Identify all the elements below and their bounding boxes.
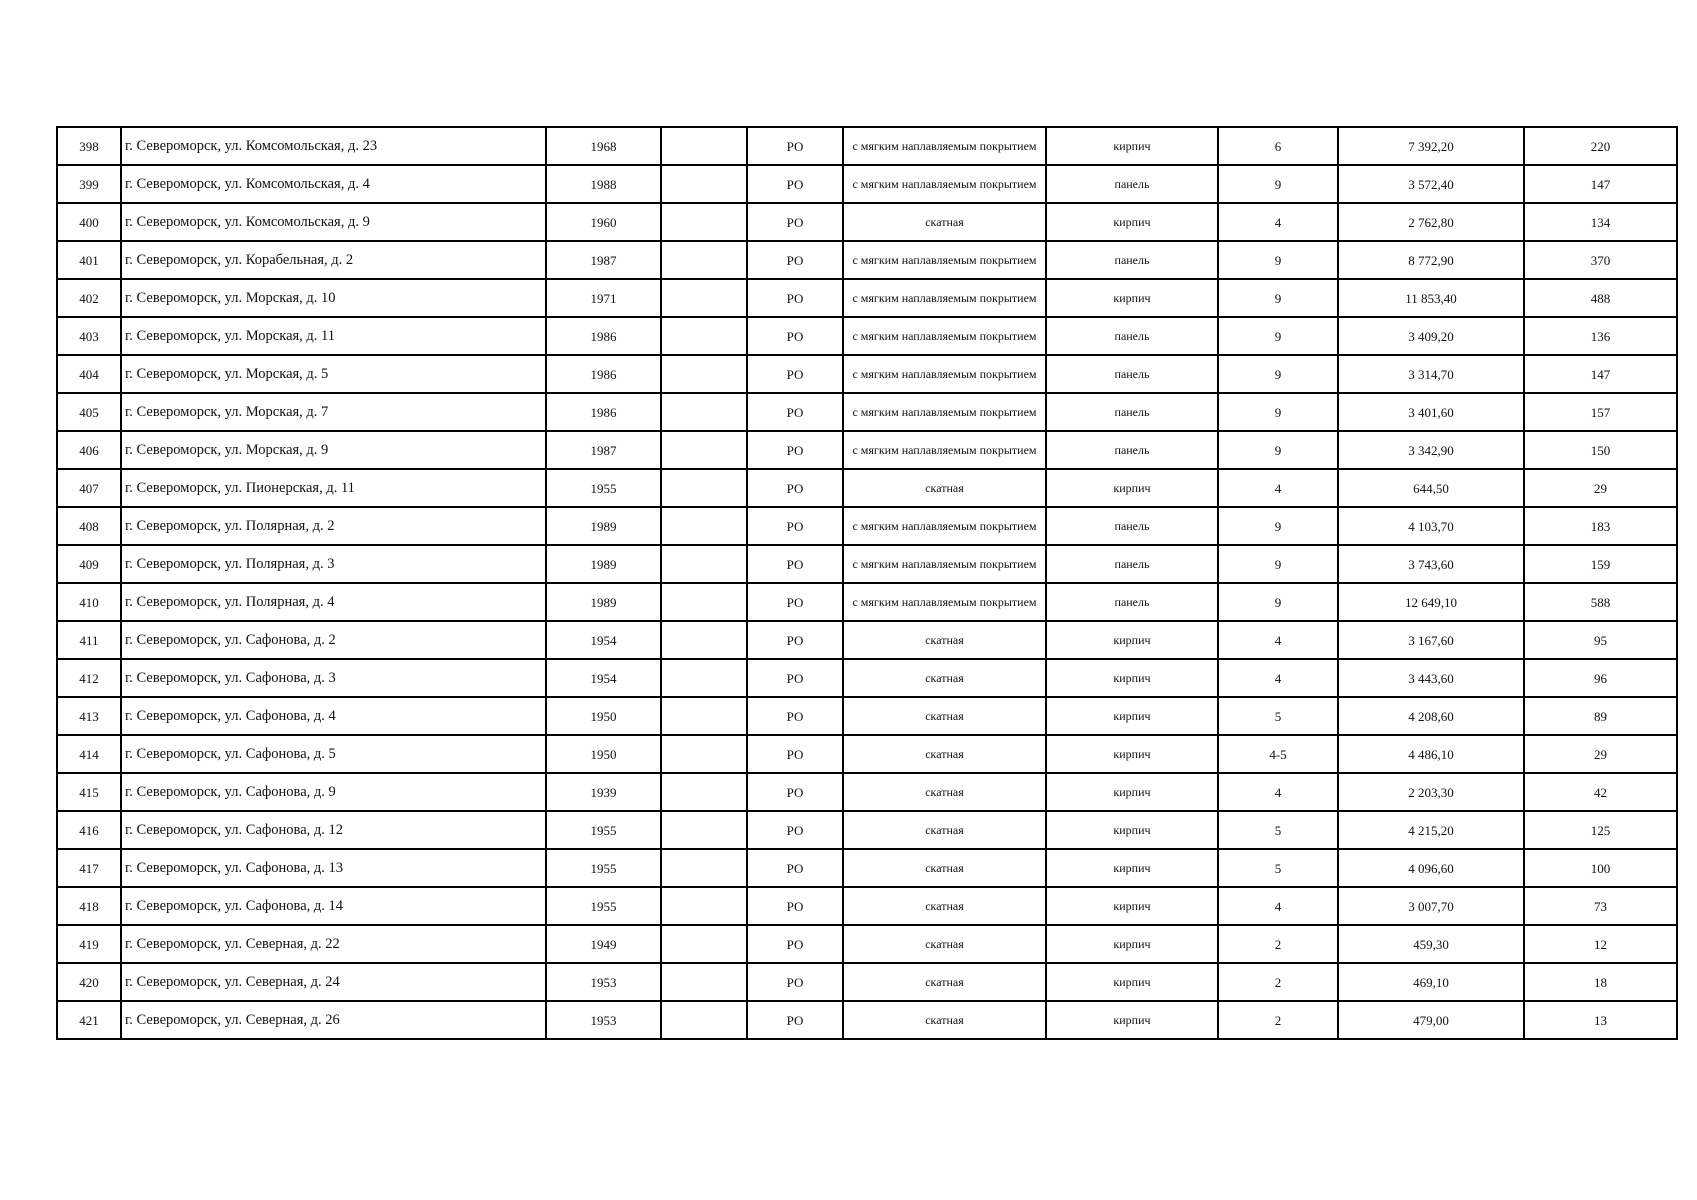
fund-type-cell: РО — [747, 393, 843, 431]
area-cell: 4 215,20 — [1338, 811, 1524, 849]
empty-cell — [661, 811, 747, 849]
address-cell: г. Североморск, ул. Морская, д. 9 — [121, 431, 546, 469]
roof-type-cell: с мягким наплавляемым покрытием — [843, 431, 1046, 469]
row-number-cell: 410 — [57, 583, 121, 621]
roof-type-cell: скатная — [843, 659, 1046, 697]
roof-type-cell: с мягким наплавляемым покрытием — [843, 507, 1046, 545]
address-cell: г. Североморск, ул. Сафонова, д. 5 — [121, 735, 546, 773]
floors-cell: 9 — [1218, 317, 1338, 355]
empty-cell — [661, 127, 747, 165]
address-cell: г. Североморск, ул. Морская, д. 7 — [121, 393, 546, 431]
area-cell: 3 314,70 — [1338, 355, 1524, 393]
row-number-cell: 399 — [57, 165, 121, 203]
empty-cell — [661, 545, 747, 583]
table-row — [57, 165, 1677, 203]
empty-cell — [661, 773, 747, 811]
build-year-cell: 1989 — [546, 507, 661, 545]
empty-cell — [661, 241, 747, 279]
wall-material-cell: панель — [1046, 545, 1218, 583]
fund-type-cell: РО — [747, 507, 843, 545]
build-year-cell: 1955 — [546, 469, 661, 507]
row-number-cell: 411 — [57, 621, 121, 659]
floors-cell: 9 — [1218, 545, 1338, 583]
residents-cell: 95 — [1524, 621, 1677, 659]
empty-cell — [661, 203, 747, 241]
row-number-cell: 416 — [57, 811, 121, 849]
floors-cell: 4 — [1218, 887, 1338, 925]
build-year-cell: 1954 — [546, 621, 661, 659]
area-cell: 3 342,90 — [1338, 431, 1524, 469]
row-number-cell: 404 — [57, 355, 121, 393]
area-cell: 2 762,80 — [1338, 203, 1524, 241]
row-number-cell: 400 — [57, 203, 121, 241]
residents-cell: 183 — [1524, 507, 1677, 545]
area-cell: 8 772,90 — [1338, 241, 1524, 279]
fund-type-cell: РО — [747, 469, 843, 507]
floors-cell: 5 — [1218, 849, 1338, 887]
empty-cell — [661, 507, 747, 545]
row-number-cell: 417 — [57, 849, 121, 887]
row-number-cell: 421 — [57, 1001, 121, 1039]
area-cell: 7 392,20 — [1338, 127, 1524, 165]
empty-cell — [661, 279, 747, 317]
address-cell: г. Североморск, ул. Полярная, д. 2 — [121, 507, 546, 545]
fund-type-cell: РО — [747, 697, 843, 735]
build-year-cell: 1953 — [546, 1001, 661, 1039]
wall-material-cell: кирпич — [1046, 773, 1218, 811]
fund-type-cell: РО — [747, 659, 843, 697]
wall-material-cell: кирпич — [1046, 735, 1218, 773]
fund-type-cell: РО — [747, 127, 843, 165]
residents-cell: 29 — [1524, 469, 1677, 507]
roof-type-cell: с мягким наплавляемым покрытием — [843, 583, 1046, 621]
empty-cell — [661, 1001, 747, 1039]
row-number-cell: 409 — [57, 545, 121, 583]
empty-cell — [661, 697, 747, 735]
table-row — [57, 545, 1677, 583]
empty-cell — [661, 165, 747, 203]
build-year-cell: 1953 — [546, 963, 661, 1001]
roof-type-cell: с мягким наплавляемым покрытием — [843, 545, 1046, 583]
area-cell: 12 649,10 — [1338, 583, 1524, 621]
area-cell: 3 572,40 — [1338, 165, 1524, 203]
address-cell: г. Североморск, ул. Морская, д. 11 — [121, 317, 546, 355]
fund-type-cell: РО — [747, 317, 843, 355]
wall-material-cell: кирпич — [1046, 887, 1218, 925]
wall-material-cell: кирпич — [1046, 127, 1218, 165]
fund-type-cell: РО — [747, 355, 843, 393]
table-row — [57, 507, 1677, 545]
address-cell: г. Североморск, ул. Пионерская, д. 11 — [121, 469, 546, 507]
row-number-cell: 402 — [57, 279, 121, 317]
table-row — [57, 1001, 1677, 1039]
build-year-cell: 1986 — [546, 393, 661, 431]
residents-cell: 89 — [1524, 697, 1677, 735]
fund-type-cell: РО — [747, 925, 843, 963]
residents-cell: 147 — [1524, 355, 1677, 393]
row-number-cell: 420 — [57, 963, 121, 1001]
area-cell: 2 203,30 — [1338, 773, 1524, 811]
build-year-cell: 1971 — [546, 279, 661, 317]
address-cell: г. Североморск, ул. Комсомольская, д. 9 — [121, 203, 546, 241]
residents-cell: 150 — [1524, 431, 1677, 469]
empty-cell — [661, 963, 747, 1001]
row-number-cell: 406 — [57, 431, 121, 469]
floors-cell: 2 — [1218, 925, 1338, 963]
row-number-cell: 405 — [57, 393, 121, 431]
table-row — [57, 317, 1677, 355]
residents-cell: 147 — [1524, 165, 1677, 203]
fund-type-cell: РО — [747, 203, 843, 241]
row-number-cell: 407 — [57, 469, 121, 507]
area-cell: 11 853,40 — [1338, 279, 1524, 317]
fund-type-cell: РО — [747, 811, 843, 849]
floors-cell: 9 — [1218, 355, 1338, 393]
empty-cell — [661, 659, 747, 697]
table-row — [57, 431, 1677, 469]
row-number-cell: 418 — [57, 887, 121, 925]
residents-cell: 125 — [1524, 811, 1677, 849]
empty-cell — [661, 583, 747, 621]
area-cell: 4 208,60 — [1338, 697, 1524, 735]
wall-material-cell: панель — [1046, 431, 1218, 469]
residents-cell: 73 — [1524, 887, 1677, 925]
floors-cell: 9 — [1218, 165, 1338, 203]
row-number-cell: 412 — [57, 659, 121, 697]
table-row — [57, 127, 1677, 165]
floors-cell: 2 — [1218, 1001, 1338, 1039]
empty-cell — [661, 431, 747, 469]
address-cell: г. Североморск, ул. Сафонова, д. 4 — [121, 697, 546, 735]
fund-type-cell: РО — [747, 963, 843, 1001]
wall-material-cell: кирпич — [1046, 279, 1218, 317]
build-year-cell: 1989 — [546, 545, 661, 583]
floors-cell: 6 — [1218, 127, 1338, 165]
build-year-cell: 1960 — [546, 203, 661, 241]
area-cell: 4 486,10 — [1338, 735, 1524, 773]
row-number-cell: 398 — [57, 127, 121, 165]
residents-cell: 13 — [1524, 1001, 1677, 1039]
build-year-cell: 1955 — [546, 849, 661, 887]
roof-type-cell: скатная — [843, 925, 1046, 963]
area-cell: 3 167,60 — [1338, 621, 1524, 659]
residents-cell: 136 — [1524, 317, 1677, 355]
wall-material-cell: кирпич — [1046, 1001, 1218, 1039]
table-row — [57, 849, 1677, 887]
row-number-cell: 415 — [57, 773, 121, 811]
area-cell: 3 743,60 — [1338, 545, 1524, 583]
roof-type-cell: с мягким наплавляемым покрытием — [843, 317, 1046, 355]
table-row — [57, 241, 1677, 279]
fund-type-cell: РО — [747, 621, 843, 659]
empty-cell — [661, 355, 747, 393]
row-number-cell: 414 — [57, 735, 121, 773]
floors-cell: 9 — [1218, 279, 1338, 317]
wall-material-cell: панель — [1046, 355, 1218, 393]
fund-type-cell: РО — [747, 849, 843, 887]
residents-cell: 159 — [1524, 545, 1677, 583]
address-cell: г. Североморск, ул. Морская, д. 10 — [121, 279, 546, 317]
roof-type-cell: с мягким наплавляемым покрытием — [843, 279, 1046, 317]
table-row — [57, 697, 1677, 735]
address-cell: г. Североморск, ул. Северная, д. 24 — [121, 963, 546, 1001]
wall-material-cell: панель — [1046, 317, 1218, 355]
fund-type-cell: РО — [747, 545, 843, 583]
wall-material-cell: кирпич — [1046, 697, 1218, 735]
build-year-cell: 1986 — [546, 317, 661, 355]
floors-cell: 4 — [1218, 659, 1338, 697]
area-cell: 3 443,60 — [1338, 659, 1524, 697]
fund-type-cell: РО — [747, 241, 843, 279]
table-row — [57, 621, 1677, 659]
area-cell: 4 096,60 — [1338, 849, 1524, 887]
roof-type-cell: скатная — [843, 1001, 1046, 1039]
build-year-cell: 1987 — [546, 431, 661, 469]
roof-type-cell: скатная — [843, 621, 1046, 659]
roof-type-cell: с мягким наплавляемым покрытием — [843, 127, 1046, 165]
residents-cell: 100 — [1524, 849, 1677, 887]
empty-cell — [661, 393, 747, 431]
floors-cell: 4 — [1218, 203, 1338, 241]
wall-material-cell: кирпич — [1046, 659, 1218, 697]
table-row — [57, 811, 1677, 849]
empty-cell — [661, 469, 747, 507]
build-year-cell: 1950 — [546, 697, 661, 735]
fund-type-cell: РО — [747, 1001, 843, 1039]
build-year-cell: 1950 — [546, 735, 661, 773]
wall-material-cell: кирпич — [1046, 925, 1218, 963]
table-row — [57, 469, 1677, 507]
floors-cell: 9 — [1218, 507, 1338, 545]
residents-cell: 12 — [1524, 925, 1677, 963]
roof-type-cell: скатная — [843, 811, 1046, 849]
address-cell: г. Североморск, ул. Сафонова, д. 14 — [121, 887, 546, 925]
address-cell: г. Североморск, ул. Сафонова, д. 12 — [121, 811, 546, 849]
row-number-cell: 401 — [57, 241, 121, 279]
empty-cell — [661, 735, 747, 773]
wall-material-cell: панель — [1046, 241, 1218, 279]
wall-material-cell: кирпич — [1046, 469, 1218, 507]
roof-type-cell: с мягким наплавляемым покрытием — [843, 393, 1046, 431]
build-year-cell: 1988 — [546, 165, 661, 203]
table-body — [57, 127, 1677, 1039]
row-number-cell: 403 — [57, 317, 121, 355]
build-year-cell: 1954 — [546, 659, 661, 697]
table-row — [57, 925, 1677, 963]
area-cell: 644,50 — [1338, 469, 1524, 507]
table-row — [57, 203, 1677, 241]
roof-type-cell: скатная — [843, 697, 1046, 735]
table-row — [57, 583, 1677, 621]
build-year-cell: 1968 — [546, 127, 661, 165]
fund-type-cell: РО — [747, 583, 843, 621]
roof-type-cell: с мягким наплавляемым покрытием — [843, 165, 1046, 203]
address-cell: г. Североморск, ул. Полярная, д. 4 — [121, 583, 546, 621]
area-cell: 459,30 — [1338, 925, 1524, 963]
fund-type-cell: РО — [747, 887, 843, 925]
table-row — [57, 963, 1677, 1001]
empty-cell — [661, 887, 747, 925]
floors-cell: 5 — [1218, 811, 1338, 849]
residents-cell: 488 — [1524, 279, 1677, 317]
build-year-cell: 1939 — [546, 773, 661, 811]
table-row — [57, 659, 1677, 697]
address-cell: г. Североморск, ул. Сафонова, д. 3 — [121, 659, 546, 697]
area-cell: 3 007,70 — [1338, 887, 1524, 925]
area-cell: 479,00 — [1338, 1001, 1524, 1039]
residents-cell: 220 — [1524, 127, 1677, 165]
roof-type-cell: скатная — [843, 773, 1046, 811]
build-year-cell: 1989 — [546, 583, 661, 621]
table-row — [57, 393, 1677, 431]
area-cell: 4 103,70 — [1338, 507, 1524, 545]
table-row — [57, 735, 1677, 773]
row-number-cell: 413 — [57, 697, 121, 735]
floors-cell: 4 — [1218, 773, 1338, 811]
roof-type-cell: скатная — [843, 887, 1046, 925]
fund-type-cell: РО — [747, 165, 843, 203]
fund-type-cell: РО — [747, 773, 843, 811]
residents-cell: 42 — [1524, 773, 1677, 811]
area-cell: 3 409,20 — [1338, 317, 1524, 355]
table-row — [57, 355, 1677, 393]
floors-cell: 4 — [1218, 621, 1338, 659]
build-year-cell: 1949 — [546, 925, 661, 963]
address-cell: г. Североморск, ул. Полярная, д. 3 — [121, 545, 546, 583]
residents-cell: 18 — [1524, 963, 1677, 1001]
build-year-cell: 1955 — [546, 811, 661, 849]
wall-material-cell: панель — [1046, 507, 1218, 545]
row-number-cell: 408 — [57, 507, 121, 545]
row-number-cell: 419 — [57, 925, 121, 963]
housing-register-table — [56, 126, 1678, 1040]
roof-type-cell: скатная — [843, 849, 1046, 887]
fund-type-cell: РО — [747, 735, 843, 773]
wall-material-cell: кирпич — [1046, 621, 1218, 659]
roof-type-cell: скатная — [843, 469, 1046, 507]
roof-type-cell: с мягким наплавляемым покрытием — [843, 241, 1046, 279]
residents-cell: 370 — [1524, 241, 1677, 279]
residents-cell: 29 — [1524, 735, 1677, 773]
wall-material-cell: кирпич — [1046, 963, 1218, 1001]
roof-type-cell: скатная — [843, 735, 1046, 773]
area-cell: 469,10 — [1338, 963, 1524, 1001]
address-cell: г. Североморск, ул. Морская, д. 5 — [121, 355, 546, 393]
build-year-cell: 1955 — [546, 887, 661, 925]
table-row — [57, 279, 1677, 317]
wall-material-cell: кирпич — [1046, 849, 1218, 887]
floors-cell: 4-5 — [1218, 735, 1338, 773]
roof-type-cell: скатная — [843, 203, 1046, 241]
floors-cell: 5 — [1218, 697, 1338, 735]
address-cell: г. Североморск, ул. Северная, д. 26 — [121, 1001, 546, 1039]
residents-cell: 157 — [1524, 393, 1677, 431]
roof-type-cell: с мягким наплавляемым покрытием — [843, 355, 1046, 393]
floors-cell: 9 — [1218, 583, 1338, 621]
floors-cell: 4 — [1218, 469, 1338, 507]
wall-material-cell: панель — [1046, 583, 1218, 621]
table-row — [57, 773, 1677, 811]
fund-type-cell: РО — [747, 279, 843, 317]
address-cell: г. Североморск, ул. Сафонова, д. 13 — [121, 849, 546, 887]
wall-material-cell: кирпич — [1046, 811, 1218, 849]
address-cell: г. Североморск, ул. Сафонова, д. 2 — [121, 621, 546, 659]
empty-cell — [661, 925, 747, 963]
address-cell: г. Североморск, ул. Сафонова, д. 9 — [121, 773, 546, 811]
address-cell: г. Североморск, ул. Северная, д. 22 — [121, 925, 546, 963]
empty-cell — [661, 849, 747, 887]
fund-type-cell: РО — [747, 431, 843, 469]
residents-cell: 588 — [1524, 583, 1677, 621]
address-cell: г. Североморск, ул. Комсомольская, д. 4 — [121, 165, 546, 203]
table-row — [57, 887, 1677, 925]
build-year-cell: 1986 — [546, 355, 661, 393]
area-cell: 3 401,60 — [1338, 393, 1524, 431]
roof-type-cell: скатная — [843, 963, 1046, 1001]
empty-cell — [661, 621, 747, 659]
floors-cell: 9 — [1218, 431, 1338, 469]
wall-material-cell: панель — [1046, 165, 1218, 203]
floors-cell: 9 — [1218, 241, 1338, 279]
residents-cell: 134 — [1524, 203, 1677, 241]
build-year-cell: 1987 — [546, 241, 661, 279]
floors-cell: 9 — [1218, 393, 1338, 431]
address-cell: г. Североморск, ул. Корабельная, д. 2 — [121, 241, 546, 279]
floors-cell: 2 — [1218, 963, 1338, 1001]
wall-material-cell: панель — [1046, 393, 1218, 431]
empty-cell — [661, 317, 747, 355]
wall-material-cell: кирпич — [1046, 203, 1218, 241]
address-cell: г. Североморск, ул. Комсомольская, д. 23 — [121, 127, 546, 165]
residents-cell: 96 — [1524, 659, 1677, 697]
